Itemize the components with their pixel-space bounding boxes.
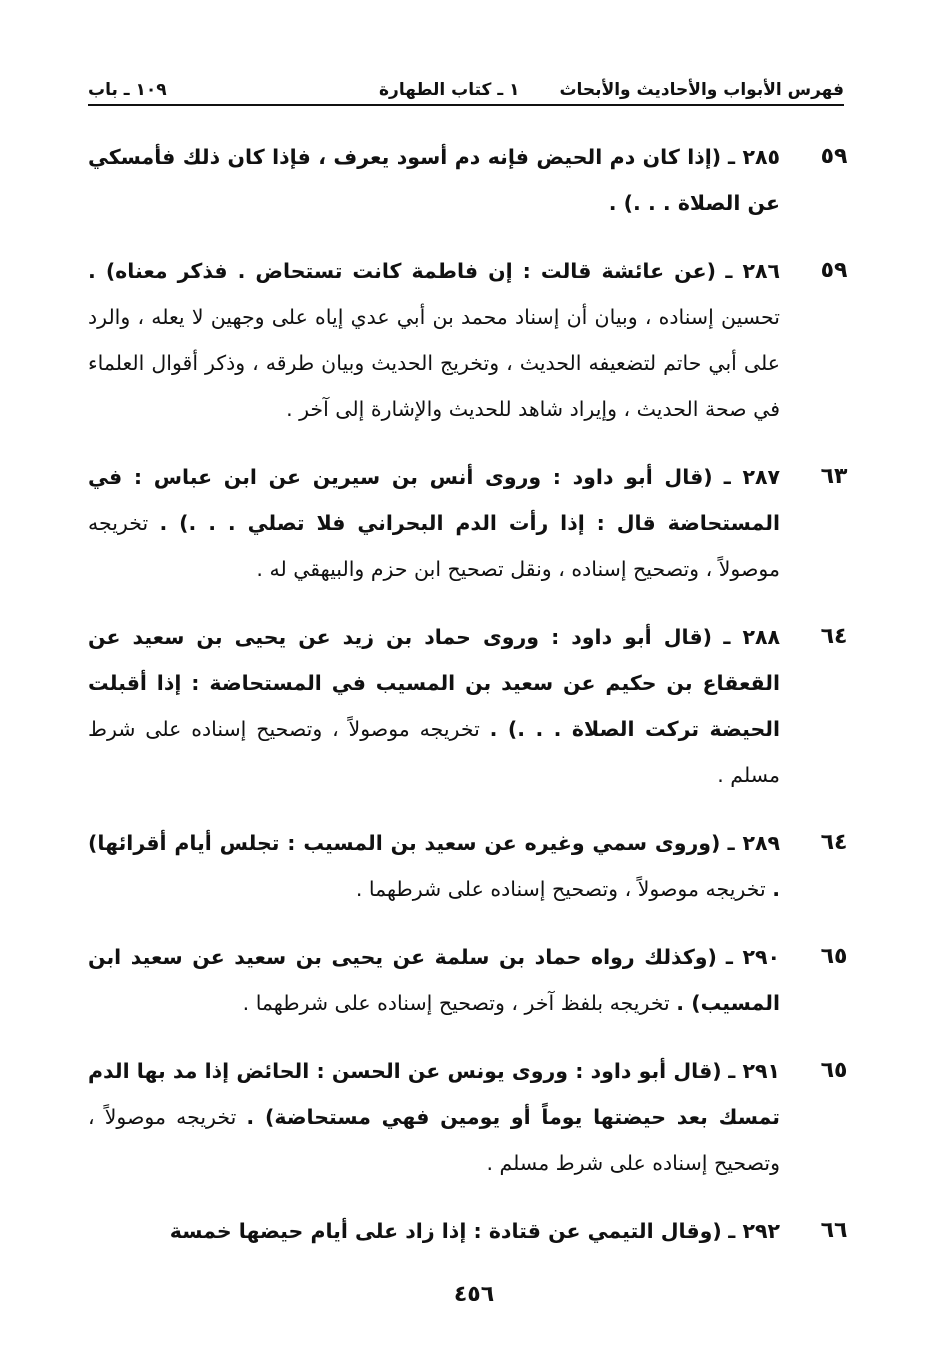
entry-number: ٢٩٠ ـ — [725, 945, 780, 969]
entry-body — [88, 134, 780, 226]
entry-body — [88, 934, 780, 1026]
entry-comment: تخريجه موصولاً ، وتصحيح إسناده ، ونقل تصحيح ابن حزم والبيهقي له . — [88, 511, 780, 581]
entry-title: (وكذلك رواه حماد بن سلمة عن يحيى بن سعيد عن سعيد ابن المسيب) . — [88, 945, 780, 1015]
entry-page-number: ٦٦ — [820, 1218, 848, 1243]
entry-page-number: ٦٥ — [820, 1058, 848, 1083]
entry-title: (وقال التيمي عن قتادة : إذا زاد على أيام حيضها خمسة — [169, 1219, 722, 1243]
index-entry — [88, 248, 848, 432]
index-entry — [88, 454, 848, 592]
entry-title: (وروى سمي وغيره عن سعيد بن المسيب : تجلس أيام أقرائها) . — [88, 831, 780, 901]
index-entry — [88, 820, 848, 912]
index-entry — [88, 934, 848, 1026]
chapter-title: ١ ـ كتاب الطهارة — [379, 80, 520, 100]
entry-comment: تخريجه موصولاً ، وتصحيح إسناده على شرط مسلم . — [88, 717, 780, 787]
entry-number: ٢٨٨ ـ — [723, 625, 780, 649]
entry-page-number: ٦٥ — [820, 944, 848, 969]
entry-body — [88, 1048, 780, 1186]
entry-body — [88, 1208, 780, 1254]
entry-number: ٢٨٦ ـ — [725, 259, 780, 283]
entry-page-number: ٦٤ — [820, 624, 848, 649]
running-header — [88, 60, 844, 106]
entry-body — [88, 820, 780, 912]
entry-title: (قال أبو داود : وروى يونس عن الحسن : الحائض إذا مد بها الدم تمسك بعد حيضتها يوماً أو يومين فهي مستحاضة) . — [88, 1059, 780, 1129]
index-entry — [88, 1208, 848, 1254]
footer-page-number: ٤٥٦ — [453, 1282, 495, 1307]
entry-body — [88, 248, 780, 432]
index-entry — [88, 1048, 848, 1186]
entry-number: ٢٨٥ ـ — [727, 145, 780, 169]
entry-title: (قال أبو داود : وروى أنس بن سيرين عن ابن عباس : في المستحاضة قال : إذا رأت الدم البحراني فلا تصلي . . .) . — [88, 465, 780, 535]
entry-number: ٢٨٩ ـ — [727, 831, 780, 855]
entry-title: (قال أبو داود : وروى حماد بن زيد عن يحيى بن سعيد عن القعقاع بن حكيم عن سعيد بن المسيب في المستحاضة : إذا أقبلت الحيضة تركت الصلاة . . .) . — [88, 625, 780, 741]
index-entry — [88, 134, 848, 226]
entry-comment: تحسين إسناده ، وبيان أن إسناد محمد بن أبي عدي إياه على وجهين لا يعله ، والرد على أبي حاتم لتضعيفه الحديث ، وتخريج الحديث وبيان طرقه ، وذكر أقوال العلماء في صحة الحديث ، وإيراد شاهد للحديث والإشارة إلى آخر . — [88, 305, 780, 421]
entry-title: (إذا كان دم الحيض فإنه دم أسود يعرف ، فإذا كان ذلك فأمسكي عن الصلاة . . .) . — [88, 145, 780, 215]
book-index-title: فهرس الأبواب والأحاديث والأبحاث — [559, 80, 844, 100]
entry-comment: تخريجه بلفظ آخر ، وتصحيح إسناده على شرطهما . — [242, 991, 670, 1015]
entry-number: ٢٩٢ ـ — [728, 1219, 780, 1243]
entry-page-number: ٥٩ — [820, 258, 848, 283]
entry-comment: تخريجه موصولاً ، وتصحيح إسناده على شرطهما . — [355, 877, 766, 901]
index-entries — [88, 134, 848, 1254]
section-title: ١٠٩ ـ باب — [88, 80, 167, 100]
entry-body — [88, 614, 780, 798]
entry-number: ٢٩١ ـ — [728, 1059, 780, 1083]
entry-body — [88, 454, 780, 592]
entry-page-number: ٦٤ — [820, 830, 848, 855]
entry-comment: تخريجه موصولاً ، وتصحيح إسناده على شرط مسلم . — [88, 1105, 780, 1175]
entry-page-number: ٦٣ — [820, 464, 848, 489]
entry-title: (عن عائشة قالت : إن فاطمة كانت تستحاض . فذكر معناه) . — [88, 259, 716, 283]
index-entry — [88, 614, 848, 798]
header-right-group — [379, 80, 844, 100]
entry-number: ٢٨٧ ـ — [723, 465, 780, 489]
entry-page-number: ٥٩ — [820, 144, 848, 169]
